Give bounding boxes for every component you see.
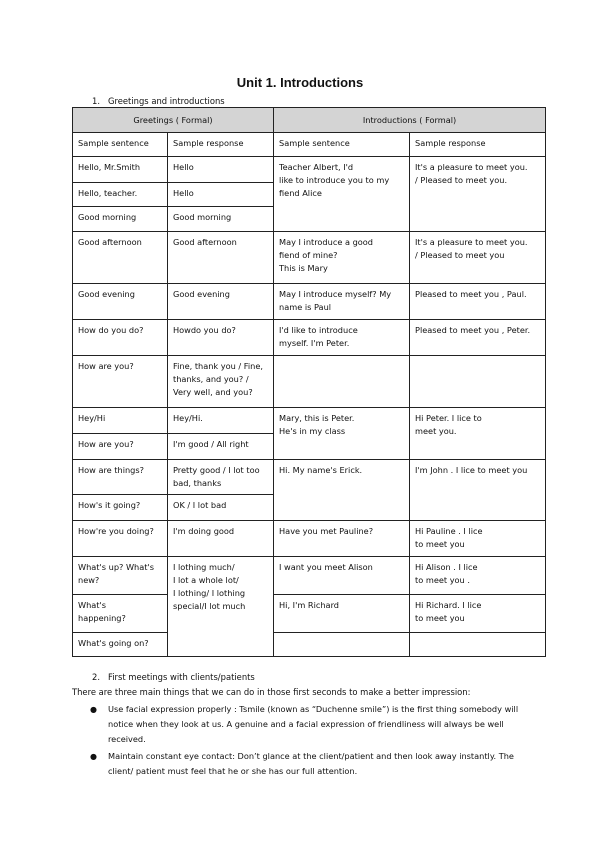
greeting-sentence: Hello, Mr.Smith bbox=[73, 157, 168, 183]
intro-response bbox=[410, 356, 546, 408]
section-1-heading bbox=[92, 96, 225, 106]
greeting-response: I'm good / All right bbox=[168, 434, 274, 460]
greeting-sentence: What's happening? bbox=[73, 595, 168, 633]
intro-response bbox=[410, 633, 546, 657]
intro-response: Hi Peter. I lice to meet you. bbox=[410, 408, 546, 460]
section-1-number: 1. bbox=[92, 96, 100, 106]
greeting-sentence: What's up? What's new? bbox=[73, 557, 168, 595]
greeting-response: Good afternoon bbox=[168, 232, 274, 284]
bullet-text: Maintain constant eye contact: Don’t glance at the client/patient and then look away instantly. The client/ patient must feel that he or she has our full attention. bbox=[108, 751, 514, 776]
group-header-introductions: Introductions ( Formal) bbox=[274, 108, 546, 133]
table-row bbox=[73, 595, 546, 633]
table-row bbox=[73, 356, 546, 408]
section-2-number: 2. bbox=[92, 672, 100, 682]
intro-response: I'm John . I lice to meet you bbox=[410, 460, 546, 521]
intro-sentence: Hi. My name's Erick. bbox=[274, 460, 410, 521]
table-row bbox=[73, 521, 546, 557]
greeting-sentence: Hello, teacher. bbox=[73, 183, 168, 207]
intro-paragraph: There are three main things that we can do in those first seconds to make a better impression: bbox=[72, 687, 471, 697]
table-row bbox=[73, 633, 546, 657]
greeting-sentence: How are you? bbox=[73, 356, 168, 408]
intro-sentence: I want you meet Alison bbox=[274, 557, 410, 595]
greeting-sentence: How're you doing? bbox=[73, 521, 168, 557]
greeting-response: Hello bbox=[168, 183, 274, 207]
column-header-row bbox=[73, 133, 546, 157]
table-row bbox=[73, 557, 546, 595]
greeting-sentence: Good evening bbox=[73, 284, 168, 320]
greeting-sentence: How's it going? bbox=[73, 495, 168, 521]
greeting-response: Pretty good / I lot too bad, thanks bbox=[168, 460, 274, 495]
group-header-row bbox=[73, 108, 546, 133]
table-row bbox=[73, 157, 546, 183]
intro-sentence: Have you met Pauline? bbox=[274, 521, 410, 557]
bullet-icon: ● bbox=[90, 752, 97, 761]
intro-response: Pleased to meet you , Paul. bbox=[410, 284, 546, 320]
group-header-greetings: Greetings ( Formal) bbox=[73, 108, 274, 133]
intro-sentence: May I introduce myself? My name is Paul bbox=[274, 284, 410, 320]
tips-list bbox=[90, 702, 540, 781]
greeting-sentence: Good afternoon bbox=[73, 232, 168, 284]
list-item bbox=[90, 749, 540, 779]
column-header: Sample sentence bbox=[73, 133, 168, 157]
section-2-heading bbox=[92, 672, 255, 682]
greeting-sentence: How are you? bbox=[73, 434, 168, 460]
intro-response: Hi Richard. I lice to meet you bbox=[410, 595, 546, 633]
intro-response: It's a pleasure to meet you. / Pleased to meet you bbox=[410, 232, 546, 284]
intro-sentence bbox=[274, 356, 410, 408]
greeting-sentence: What's going on? bbox=[73, 633, 168, 657]
table-row bbox=[73, 232, 546, 284]
greeting-response: I'm doing good bbox=[168, 521, 274, 557]
greeting-response: Hello bbox=[168, 157, 274, 183]
intro-response: Hi Pauline . I lice to meet you bbox=[410, 521, 546, 557]
column-header: Sample sentence bbox=[274, 133, 410, 157]
intro-response: Pleased to meet you , Peter. bbox=[410, 320, 546, 356]
greeting-sentence: How do you do? bbox=[73, 320, 168, 356]
greetings-introductions-table bbox=[72, 107, 546, 657]
greeting-response: Good evening bbox=[168, 284, 274, 320]
column-header: Sample response bbox=[168, 133, 274, 157]
intro-sentence bbox=[274, 633, 410, 657]
page-title: Unit 1. Introductions bbox=[236, 75, 364, 90]
table-row bbox=[73, 408, 546, 434]
bullet-icon: ● bbox=[90, 705, 97, 714]
intro-response: Hi Alison . I lice to meet you . bbox=[410, 557, 546, 595]
greeting-response: Hey/Hi. bbox=[168, 408, 274, 434]
greeting-sentence: Good morning bbox=[73, 207, 168, 232]
table-row bbox=[73, 284, 546, 320]
section-2-text: First meetings with clients/patients bbox=[108, 672, 255, 682]
section-1-text: Greetings and introductions bbox=[108, 96, 225, 106]
greeting-response: OK / I lot bad bbox=[168, 495, 274, 521]
greeting-response: Good morning bbox=[168, 207, 274, 232]
bullet-text: Use facial expression properly : Tsmile (known as “Duchenne smile”) is the first thing somebody will notice when they look at us. A genuine and a facial expression of friendliness will always be well received. bbox=[108, 704, 519, 744]
intro-response: It's a pleasure to meet you. / Pleased to meet you. bbox=[410, 157, 546, 232]
list-item bbox=[90, 702, 540, 747]
column-header: Sample response bbox=[410, 133, 546, 157]
intro-sentence: Mary, this is Peter. He's in my class bbox=[274, 408, 410, 460]
table-row bbox=[73, 320, 546, 356]
greeting-response: Fine, thank you / Fine, thanks, and you? / Very well, and you? bbox=[168, 356, 274, 408]
intro-sentence: I'd like to introduce myself. I'm Peter. bbox=[274, 320, 410, 356]
greeting-sentence: Hey/Hi bbox=[73, 408, 168, 434]
greeting-response-merged: I lothing much/ I lot a whole lot/ I lothing/ I lothing special/I lot much bbox=[168, 557, 274, 657]
greeting-sentence: How are things? bbox=[73, 460, 168, 495]
intro-sentence: May I introduce a good fiend of mine? This is Mary bbox=[274, 232, 410, 284]
table-row bbox=[73, 460, 546, 495]
greeting-response: Howdo you do? bbox=[168, 320, 274, 356]
intro-sentence: Teacher Albert, I'd like to introduce you to my fiend Alice bbox=[274, 157, 410, 232]
intro-sentence: Hi, I'm Richard bbox=[274, 595, 410, 633]
